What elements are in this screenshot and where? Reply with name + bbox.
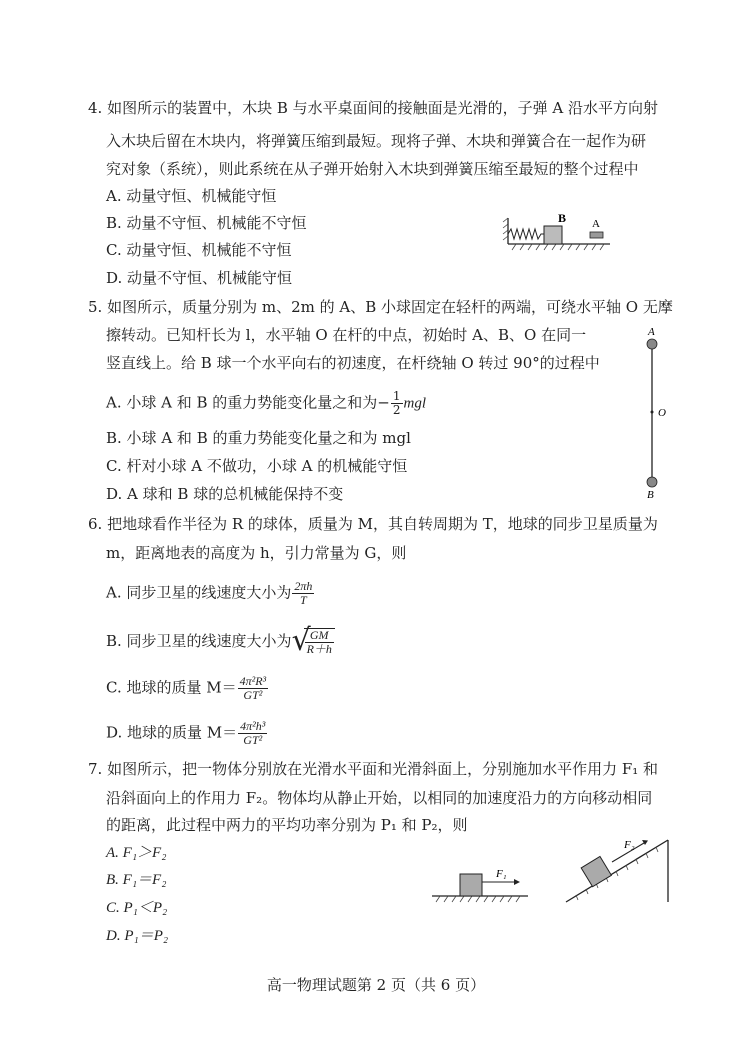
square-root: √ $\frac{GM}{R+h}$ bbox=[292, 628, 335, 656]
q6-option-c-text: C. 地球的质量 M＝ bbox=[106, 678, 237, 697]
q4-option-a: A. 动量守恒、机械能守恒 bbox=[106, 187, 277, 205]
q7-line-1: 7. 如图所示，把一物体分别放在光滑水平面和光滑斜面上，分别施加水平作用力 F₁ 和 bbox=[88, 760, 659, 778]
q6-option-b-text: B. 同步卫星的线速度大小为 bbox=[106, 632, 292, 650]
fraction: $\frac{2\pi h}{T}$ bbox=[294, 579, 313, 607]
ball-a bbox=[647, 339, 657, 349]
q6-line-2: m，距离地表的高度为 h，引力常量为 G，则 bbox=[106, 544, 407, 562]
q4-spring-block-figure bbox=[500, 210, 615, 252]
q6-option-b bbox=[106, 623, 335, 658]
label-b: B bbox=[558, 211, 567, 225]
q7-line-3: 的距离，此过程中两力的平均功率分别为 P₁ 和 P₂，则 bbox=[106, 816, 468, 834]
q6-option-a bbox=[106, 580, 315, 607]
label-o: O bbox=[658, 407, 666, 419]
fraction: $\frac{1}{2}$ bbox=[392, 389, 401, 417]
q7-option-c: C. P₁＜P₂ bbox=[106, 900, 168, 916]
bullet-a bbox=[590, 232, 603, 238]
q7-option-b: B. F₁＝F₂ bbox=[106, 872, 167, 888]
q4-line-1: 4. 如图所示的装置中，木块 B 与水平桌面间的接触面是光滑的，子弹 A 沿水平方向射 bbox=[88, 99, 659, 117]
q4-option-c: C. 动量守恒、机械能不守恒 bbox=[106, 241, 292, 259]
q5-line-1: 5. 如图所示，质量分别为 m、2m 的 A、B 小球固定在轻杆的两端，可绕水平轴 O 无摩 bbox=[88, 298, 673, 316]
label-f2: F₂ bbox=[624, 839, 635, 851]
ball-b bbox=[647, 477, 657, 487]
q6-option-d bbox=[106, 720, 268, 747]
label-f1: F₁ bbox=[496, 868, 507, 880]
q5-option-c: C. 杆对小球 A 不做功，小球 A 的机械能守恒 bbox=[106, 457, 408, 475]
q5-rod-figure bbox=[638, 326, 678, 501]
label-b: B bbox=[647, 489, 654, 501]
q7-line-2: 沿斜面向上的作用力 F₂。物体均从静止开始，以相同的加速度沿力的方向移动相同 bbox=[106, 789, 653, 807]
q5-option-b: B. 小球 A 和 B 的重力势能变化量之和为 mgl bbox=[106, 429, 411, 447]
q4-line-2: 入木块后留在木块内，将弹簧压缩到最短。现将子弹、木块和弹簧合在一起作为研 bbox=[106, 132, 647, 150]
q7-incline-figure bbox=[560, 834, 672, 906]
q4-option-d: D. 动量不守恒、机械能守恒 bbox=[106, 269, 293, 287]
q7-horizontal-figure bbox=[430, 862, 530, 906]
q5-line-3: 竖直线上。给 B 球一个水平向右的初速度，在杆绕轴 O 转过 90°的过程中 bbox=[106, 354, 600, 372]
label-a: A bbox=[592, 218, 600, 230]
q6-option-c bbox=[106, 675, 269, 702]
label-a: A bbox=[648, 326, 655, 338]
q5-line-2: 擦转动。已知杆长为 l，水平轴 O 在杆的中点，初始时 A、B、O 在同一 bbox=[106, 326, 587, 344]
q5-option-a-text: A. 小球 A 和 B 的重力势能变化量之和为− bbox=[106, 393, 390, 412]
q5-option-a bbox=[106, 390, 426, 417]
fraction: $\frac{\text{4π²R³}}{\text{GT²}}$ bbox=[239, 674, 267, 702]
q5-option-d: D. A 球和 B 球的总机械能保持不变 bbox=[106, 485, 344, 503]
q6-option-a-text: A. 同步卫星的线速度大小为 bbox=[106, 583, 292, 602]
spring bbox=[508, 229, 544, 239]
q7-option-a: A. F₁＞F₂ bbox=[106, 845, 167, 861]
fraction: $\frac{\text{4π²h³}}{\text{GT²}}$ bbox=[240, 719, 266, 747]
q5-option-a-expr: mgl bbox=[403, 395, 427, 412]
axis-o bbox=[651, 411, 654, 414]
block bbox=[581, 856, 611, 886]
block-b bbox=[544, 226, 562, 244]
q4-line-3: 究对象（系统），则此系统在从子弹开始射入木块到弹簧压缩至最短的整个过程中 bbox=[106, 160, 639, 178]
block bbox=[460, 874, 482, 896]
q7-option-d: D. P₁＝P₂ bbox=[106, 928, 169, 944]
page-footer: 高一物理试题第 2 页（共 6 页） bbox=[266, 976, 486, 994]
q4-option-b: B. 动量不守恒、机械能不守恒 bbox=[106, 214, 307, 232]
q6-line-1: 6. 把地球看作半径为 R 的球体，质量为 M，其自转周期为 T，地球的同步卫星质量为 bbox=[88, 515, 658, 533]
q6-option-d-text: D. 地球的质量 M＝ bbox=[106, 723, 238, 742]
